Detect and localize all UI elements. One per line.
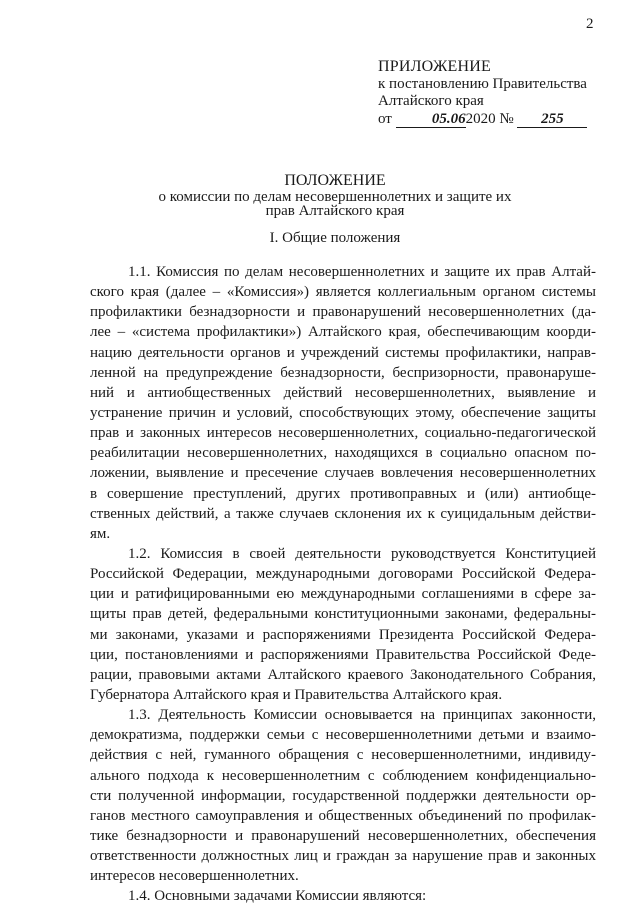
- paragraph-line: 1.4. Основными задачами Комиссии являются:: [128, 888, 427, 905]
- paragraph-line: ответственности должностных лиц и граждан за нарушение прав и законных: [90, 848, 596, 865]
- paragraph-line: лее – «система профилактики») Алтайского края, обеспечивающим коорди-: [90, 324, 596, 341]
- appendix-line-2: Алтайского края: [378, 93, 484, 109]
- paragraph-line: 1.2. Комиссия в своей деятельности руководствуется Конституцией: [128, 545, 596, 562]
- paragraph-line: ям.: [90, 525, 111, 542]
- paragraph-line: действия с ней, гуманного обращения с несовершеннолетними, индивиду-: [90, 747, 596, 764]
- paragraph-line: Губернатора Алтайского края и Правительства Алтайского края.: [90, 686, 503, 703]
- paragraph-line: Российской Федерации, международными договорами Российской Федера-: [90, 566, 596, 583]
- document-subtitle-line-1: о комиссии по делам несовершеннолетних и защите их: [158, 189, 512, 205]
- paragraph-line: ского края (далее – «Комиссия») является коллегиальным органом системы: [90, 284, 596, 301]
- paragraph-line: ции и ратифицированными ею международными соглашениями в сфере за-: [90, 586, 596, 603]
- paragraph-line: ленной на предупреждение безнадзорности, беспризорности, правонаруше-: [90, 364, 596, 381]
- paragraph-line: профилактики безнадзорности и правонарушений несовершеннолетних (да-: [90, 304, 596, 321]
- section-title: I. Общие положения: [269, 230, 401, 246]
- page-number: 2: [586, 16, 594, 32]
- body-text: [90, 262, 596, 907]
- paragraph-line: нацию деятельности органов и учреждений системы профилактики, направ-: [90, 344, 596, 361]
- appendix-line-1: к постановлению Правительства: [378, 76, 587, 92]
- date-prefix: от: [378, 111, 392, 127]
- paragraph-line: ми законами, указами и распоряжениями Президента Российской Федера-: [90, 626, 596, 643]
- paragraph-line: щиты прав детей, федеральными конституционными законами, федеральны-: [90, 606, 596, 623]
- date-value: 05.06: [396, 111, 466, 128]
- paragraph-line: демократизма, поддержки семьи с несовершеннолетними детьми и взаимо-: [90, 727, 596, 744]
- document-title: ПОЛОЖЕНИЕ: [284, 172, 386, 189]
- paragraph-line: рации, правовыми актами Алтайского краевого Законодательного Собрания,: [90, 666, 596, 683]
- paragraph-line: прав и законных интересов несовершеннолетних, социально-педагогической: [90, 425, 596, 442]
- paragraph-line: реабилитации несовершеннолетних, находящихся в социально опасном по-: [90, 445, 596, 462]
- appendix-title: ПРИЛОЖЕНИЕ: [378, 58, 492, 75]
- paragraph-line: в совершение преступлений, других противоправных и (или) антиобще-: [90, 485, 596, 502]
- document-subtitle-line-2: прав Алтайского края: [265, 203, 405, 219]
- paragraph-line: сти полученной информации, государственной поддержки деятельности ор-: [90, 787, 596, 804]
- document-number: 255: [517, 111, 587, 128]
- paragraph-line: 1.3. Деятельность Комиссии основывается на принципах законности,: [128, 707, 596, 724]
- paragraph-line: ственных действий, а также случаев склонения их к суицидальным действи-: [90, 505, 596, 522]
- paragraph-line: ганов местного самоуправления и общественных объединений по профилак-: [90, 807, 596, 824]
- paragraph-line: ции, постановлениями и распоряжениями Правительства Российской Феде-: [90, 646, 596, 663]
- paragraph-line: ального подхода к несовершеннолетним с соблюдением конфиденциально-: [90, 767, 596, 784]
- paragraph-line: интересов несовершеннолетних.: [90, 868, 299, 885]
- paragraph-line: 1.1. Комиссия по делам несовершеннолетних и защите их прав Алтай-: [128, 264, 596, 280]
- paragraph-line: ложении, выявление и пресечение случаев вовлечения несовершеннолетних: [90, 465, 596, 482]
- appendix-block: [378, 58, 628, 128]
- appendix-date-line: [378, 111, 628, 128]
- paragraph-line: устранение причин и условий, способствующих этому, обеспечение защиты: [90, 404, 596, 421]
- paragraph-line: ний и антиобщественных действий несовершеннолетних, выявление и: [90, 384, 596, 401]
- year-number-label: 2020 №: [465, 111, 514, 127]
- paragraph-line: тике безнадзорности и правонарушений несовершеннолетних, обеспечения: [90, 827, 596, 844]
